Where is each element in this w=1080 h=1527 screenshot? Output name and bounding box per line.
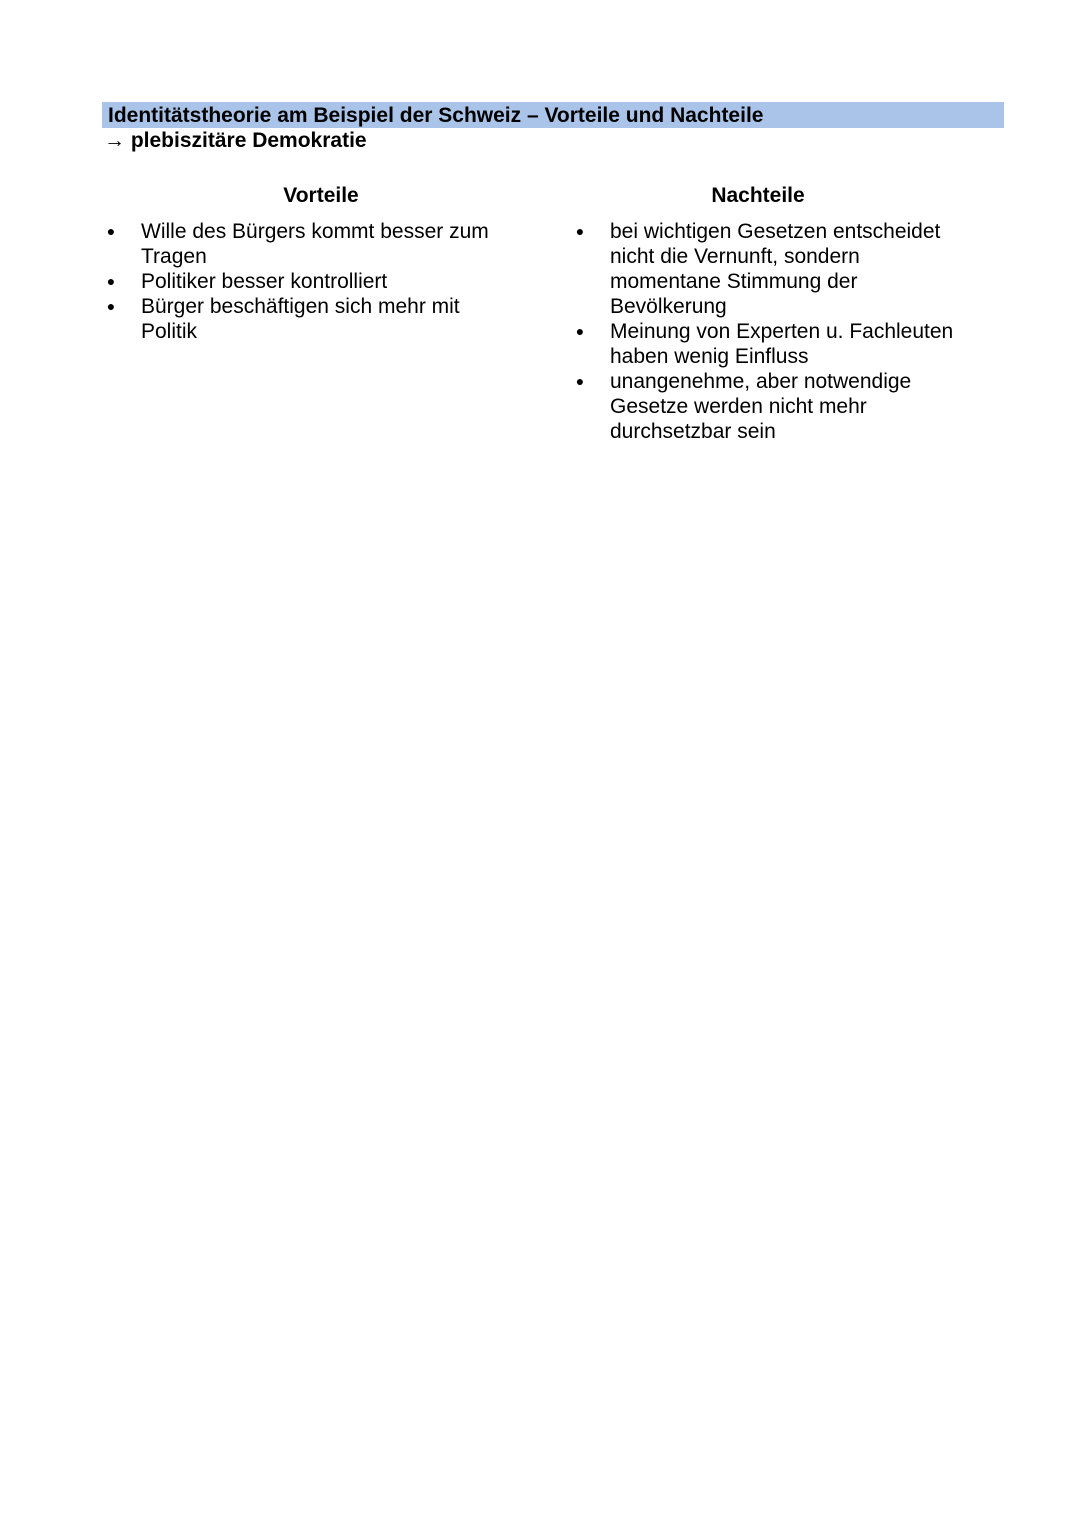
bullet-icon: ●: [575, 223, 585, 239]
bullet-icon: ●: [106, 223, 116, 239]
advantages-heading: Vorteile: [283, 184, 359, 207]
list-item-text: Wille des Bürgers kommt besser zum Tragen: [141, 220, 489, 268]
advantages-list: [105, 219, 505, 344]
list-item-text: Bürger beschäftigen sich mehr mit Politik: [141, 295, 460, 343]
bullet-icon: ●: [575, 323, 585, 339]
list-item: [574, 319, 974, 369]
bullet-icon: ●: [106, 273, 116, 289]
list-item: [574, 369, 974, 444]
list-item-text: unangenehme, aber notwendige Gesetze werden nicht mehr durchsetzbar sein: [610, 370, 912, 443]
list-item-text: Meinung von Experten u. Fachleuten haben wenig Einfluss: [610, 320, 954, 368]
list-item-text: bei wichtigen Gesetzen entscheidet nicht die Vernunft, sondern momentane Stimmung der Bevölkerung: [610, 220, 941, 318]
list-item: [105, 294, 505, 344]
list-item: [105, 269, 505, 294]
list-item: [574, 219, 974, 319]
page-title: Identitätstheorie am Beispiel der Schweiz – Vorteile und Nachteile: [108, 104, 764, 127]
bullet-icon: ●: [575, 373, 585, 389]
bullet-icon: ●: [106, 298, 116, 314]
list-item: [105, 219, 505, 269]
page-subtitle: → plebiszitäre Demokratie: [104, 129, 367, 152]
disadvantages-list: [574, 219, 974, 444]
disadvantages-heading: Nachteile: [711, 184, 805, 207]
list-item-text: Politiker besser kontrolliert: [141, 270, 388, 293]
